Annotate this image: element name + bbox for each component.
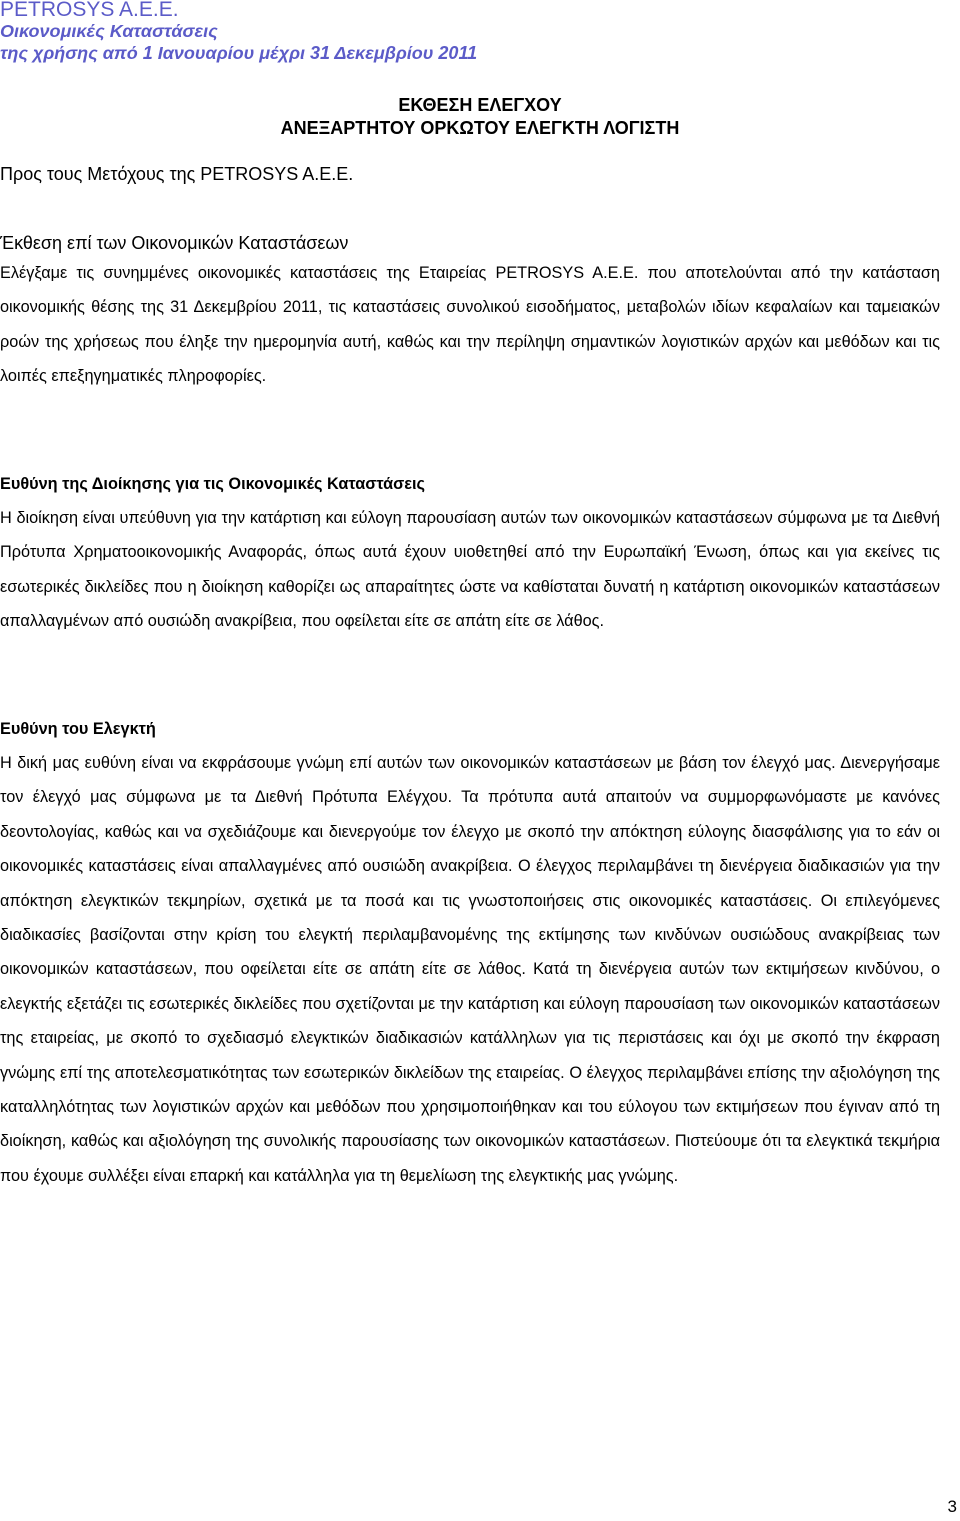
auditor-responsibility-heading: Ευθύνη του Ελεγκτή	[0, 720, 156, 738]
report-subject: Έκθεση επί των Οικονομικών Καταστάσεων	[0, 233, 349, 253]
page-number: 3	[947, 1497, 957, 1516]
report-heading-line-1: ΕΚΘΕΣΗ ΕΛΕΓΧΟΥ	[398, 95, 562, 115]
period-title: της χρήσης από 1 Ιανουαρίου μέχρι 31 Δεκεμβρίου 2011	[0, 43, 478, 63]
intro-paragraph: Ελέγξαμε τις συνημμένες οικονομικές καταστάσεις της Εταιρείας PETROSYS A.E.E. που αποτελούνται από την κατάσταση οικονομικής θέσης της 31 Δεκεμβρίου 2011, τις καταστάσεις συνολικού εισοδήματος, μεταβολών ιδίων κεφαλαίων και ταμειακών ροών της χρήσεως που έληξε την ημερομηνία αυτή, καθώς και την περίληψη σημαντικών λογιστικών αρχών και μεθόδων και τις λοιπές επεξηγηματικές πληροφορίες.	[0, 264, 940, 386]
report-heading-line-2: ΑΝΕΞΑΡΤΗΤΟΥ ΟΡΚΩΤΟΥ ΕΛΕΓΚΤΗ ΛΟΓΙΣΤΗ	[280, 118, 680, 138]
running-header	[0, 0, 960, 72]
statements-title: Οικονομικές Καταστάσεις	[0, 21, 218, 41]
company-title: PETROSYS A.E.E.	[0, 0, 179, 21]
management-responsibility-paragraph: Η διοίκηση είναι υπεύθυνη για την κατάρτιση και εύλογη παρουσίαση αυτών των οικονομικών καταστάσεων σύμφωνα με τα Διεθνή Πρότυπα Χρηματοοικονομικής Αναφοράς, όπως αυτά έχουν υιοθετηθεί από την Ευρωπαϊκή Ένωση, όπως και για εκείνες τις εσωτερικές δικλείδες που η διοίκηση καθορίζει ως απαραίτητες ώστε να καθίσταται δυνατή η κατάρτιση οικονομικών καταστάσεων απαλλαγμένων από ουσιώδη ανακρίβεια, που οφείλεται είτε σε απάτη είτε σε λάθος.	[0, 509, 940, 631]
addressee: Προς τους Μετόχους της PETROSYS A.E.E.	[0, 164, 354, 184]
management-responsibility-heading: Ευθύνη της Διοίκησης για τις Οικονομικές Καταστάσεις	[0, 475, 426, 493]
auditor-responsibility-paragraph: Η δική μας ευθύνη είναι να εκφράσουμε γνώμη επί αυτών των οικονομικών καταστάσεων με βάση τον έλεγχό μας. Διενεργήσαμε τον έλεγχό μας σύμφωνα με τα Διεθνή Πρότυπα Ελέγχου. Τα πρότυπα αυτά απαιτούν να συμμορφωνόμαστε με κανόνες δεοντολογίας, καθώς και να σχεδιάζουμε και διενεργούμε τον έλεγχο με σκοπό την απόκτηση εύλογης διασφάλισης για το εάν οι οικονομικές καταστάσεις είναι απαλλαγμένες από ουσιώδη ανακρίβεια. Ο έλεγχος περιλαμβάνει τη διενέργεια διαδικασιών για την απόκτηση ελεγκτικών τεκμηρίων, σχετικά με τα ποσά και τις γνωστοποιήσεις στις οικονομικές καταστάσεις. Οι επιλεγόμενες διαδικασίες βασίζονται στην κρίση του ελεγκτή περιλαμβανομένης της εκτίμησης των κινδύνων ουσιώδους ανακρίβειας των οικονομικών καταστάσεων, που οφείλεται είτε σε απάτη είτε σε λάθος. Κατά τη διενέργεια αυτών των εκτιμήσεων κινδύνου, ο ελεγκτής εξετάζει τις εσωτερικές δικλείδες που σχετίζονται με την κατάρτιση και εύλογη παρουσίαση των οικονομικών καταστάσεων της εταιρείας, με σκοπό το σχεδιασμό ελεγκτικών διαδικασιών κατάλληλων για τις περιστάσεις και όχι με σκοπό την έκφραση γνώμης επί της αποτελεσματικότητας των εσωτερικών δικλείδων της εταιρείας. Ο έλεγχος περιλαμβάνει επίσης την αξιολόγηση της καταλληλότητας των λογιστικών αρχών και μεθόδων που χρησιμοποιήθηκαν και του εύλογου των εκτιμήσεων που έγιναν από τη διοίκηση, καθώς και αξιολόγηση της συνολικής παρουσίασης των οικονομικών καταστάσεων. Πιστεύουμε ότι τα ελεγκτικά τεκμήρια που έχουμε συλλέξει είναι επαρκή και κατάλληλα για τη θεμελίωση της ελεγκτικής μας γνώμης.	[0, 754, 940, 1185]
